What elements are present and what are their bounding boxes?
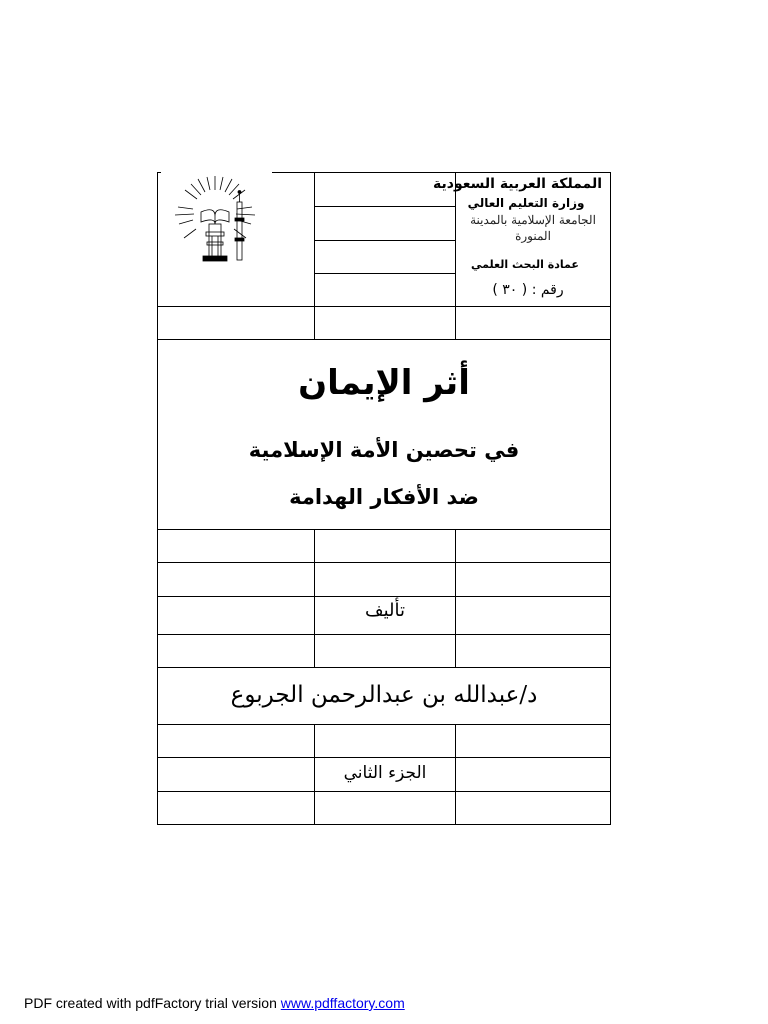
pdffactory-link[interactable]: www.pdffactory.com: [280, 995, 405, 1011]
footer-text: PDF created with pdfFactory trial version: [24, 995, 281, 1011]
kingdom-name: المملكة العربية السعودية: [433, 176, 602, 192]
author-label: تأليف: [364, 600, 406, 621]
reference-number: رقم : ( ٣٠ ): [492, 282, 564, 298]
author-name: د/عبدالله بن عبدالرحمن الجربوع: [230, 682, 538, 708]
document-title: أثر الإيمان: [298, 363, 470, 403]
university-name: الجامعة الإسلامية بالمدينة المنورة: [470, 213, 596, 243]
university-emblem-icon: [165, 172, 271, 264]
volume-label: الجزء الثاني: [343, 763, 427, 783]
document-subtitle-line2: ضد الأفكار الهدامة: [289, 485, 479, 509]
document-subtitle-line1: في تحصين الأمة الإسلامية: [248, 438, 520, 462]
pdf-footer: [24, 995, 405, 1011]
deanship-name: عمادة البحث العلمي: [471, 258, 579, 271]
ministry-name: وزارة التعليم العالي: [467, 196, 585, 210]
